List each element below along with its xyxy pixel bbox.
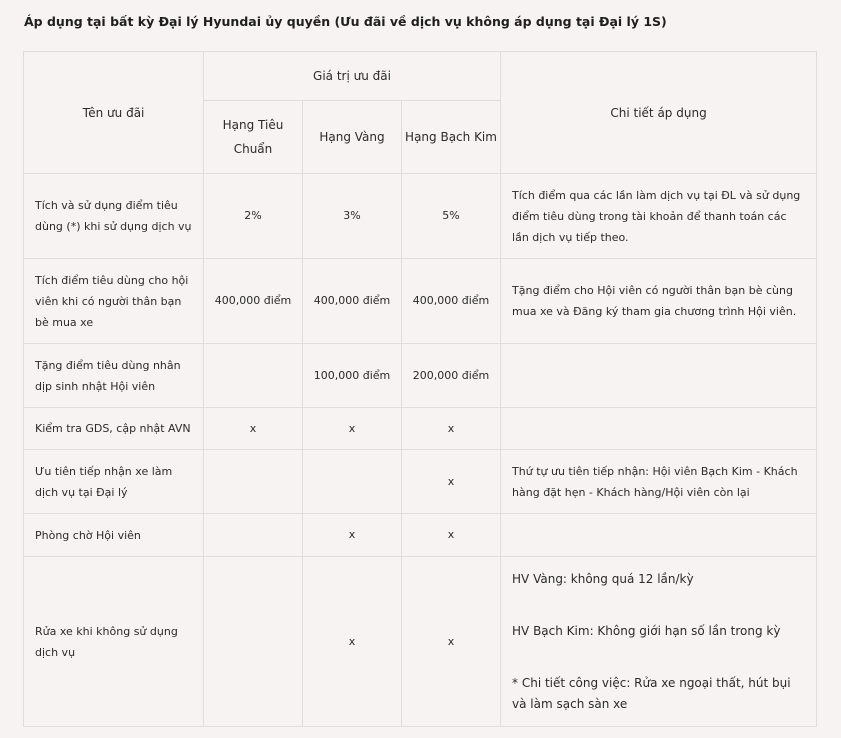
value-standard: x [204, 408, 303, 450]
detail-line: HV Bạch Kim: Không giới hạn số lần trong kỳ [512, 623, 781, 638]
benefit-name: Ưu tiên tiếp nhận xe làm dịch vụ tại Đại lý [24, 450, 204, 514]
value-gold: x [303, 408, 402, 450]
table-row [24, 174, 817, 259]
value-standard: 2% [204, 174, 303, 259]
benefit-name: Kiểm tra GDS, cập nhật AVN [24, 408, 204, 450]
benefit-detail: Thứ tự ưu tiên tiếp nhận: Hội viên Bạch Kim - Khách hàng đặt hẹn - Khách hàng/Hội viên còn lại [501, 450, 817, 514]
value-gold: 3% [303, 174, 402, 259]
value-platinum: x [402, 514, 501, 557]
value-standard: 400,000 điểm [204, 259, 303, 344]
table-row [24, 450, 817, 514]
value-standard [204, 514, 303, 557]
value-gold: 100,000 điểm [303, 344, 402, 408]
header-tier-gold: Hạng Vàng [303, 101, 402, 174]
value-gold: 400,000 điểm [303, 259, 402, 344]
benefit-detail [501, 557, 817, 727]
detail-line: HV Vàng: không quá 12 lần/kỳ [512, 571, 694, 586]
header-tier-platinum: Hạng Bạch Kim [402, 101, 501, 174]
benefit-name: Tặng điểm tiêu dùng nhân dịp sinh nhật Hội viên [24, 344, 204, 408]
table-row [24, 408, 817, 450]
benefit-detail: Tích điểm qua các lần làm dịch vụ tại ĐL và sử dụng điểm tiêu dùng trong tài khoản để thanh toán các lần dịch vụ tiếp theo. [501, 174, 817, 259]
benefit-detail [501, 514, 817, 557]
benefit-name: Tích và sử dụng điểm tiêu dùng (*) khi sử dụng dịch vụ [24, 174, 204, 259]
value-platinum: 5% [402, 174, 501, 259]
header-detail: Chi tiết áp dụng [501, 52, 817, 174]
benefit-name: Tích điểm tiêu dùng cho hội viên khi có người thân bạn bè mua xe [24, 259, 204, 344]
value-platinum: x [402, 557, 501, 727]
table-row [24, 344, 817, 408]
benefit-detail [501, 344, 817, 408]
value-standard [204, 450, 303, 514]
value-platinum: 400,000 điểm [402, 259, 501, 344]
benefit-name: Rửa xe khi không sử dụng dịch vụ [24, 557, 204, 727]
header-benefit-value: Giá trị ưu đãi [204, 52, 501, 101]
benefits-table [23, 51, 817, 727]
benefit-name: Phòng chờ Hội viên [24, 514, 204, 557]
table-row [24, 514, 817, 557]
value-gold: x [303, 557, 402, 727]
header-benefit-name: Tên ưu đãi [24, 52, 204, 174]
table-row [24, 557, 817, 727]
value-standard [204, 344, 303, 408]
value-gold: x [303, 514, 402, 557]
table-row [24, 259, 817, 344]
section-heading: Áp dụng tại bất kỳ Đại lý Hyundai ủy quyền (Ưu đãi về dịch vụ không áp dụng tại Đại lý 1S) [24, 14, 667, 29]
header-tier-standard: Hạng Tiêu Chuẩn [204, 101, 303, 174]
value-gold [303, 450, 402, 514]
value-platinum: 200,000 điểm [402, 344, 501, 408]
value-standard [204, 557, 303, 727]
detail-line: * Chi tiết công việc: Rửa xe ngoại thất, hút bụi và làm sạch sàn xe [512, 675, 791, 711]
value-platinum: x [402, 450, 501, 514]
benefit-detail: Tặng điểm cho Hội viên có người thân bạn bè cùng mua xe và Đăng ký tham gia chương trình Hội viên. [501, 259, 817, 344]
value-platinum: x [402, 408, 501, 450]
benefit-detail [501, 408, 817, 450]
